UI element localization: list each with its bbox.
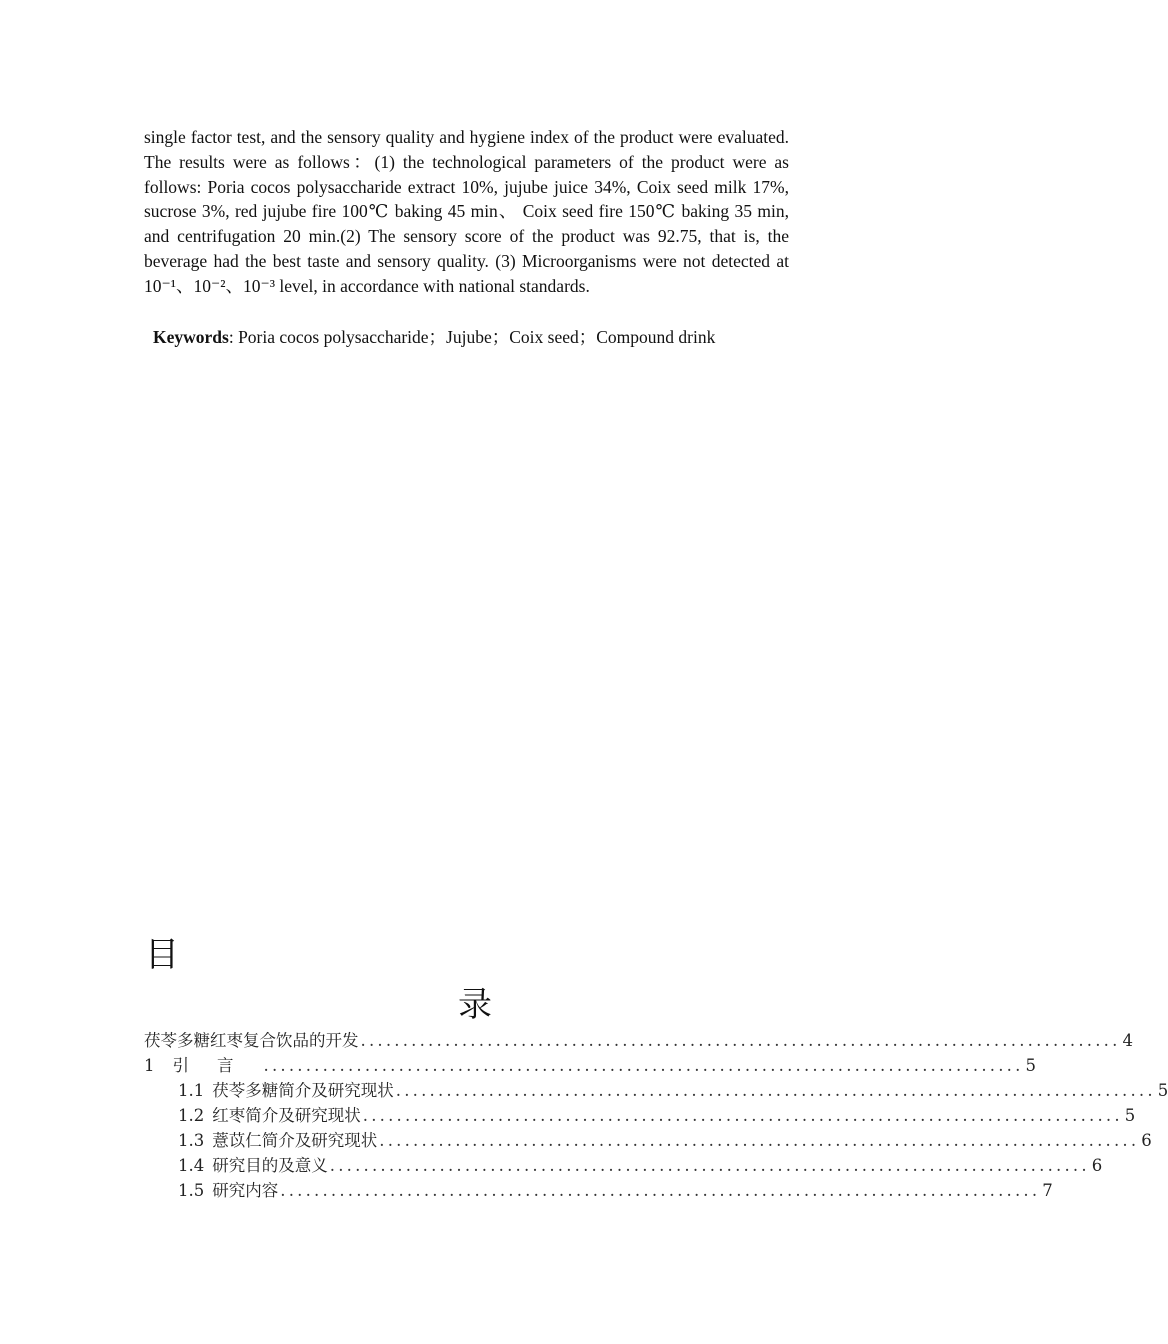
toc-page-number: 5: [1157, 1081, 1168, 1100]
toc-leader-dots: ..........................................................................................: [379, 1131, 1140, 1150]
toc-entry-1-5[interactable]: [144, 1178, 1053, 1203]
toc-page-number: 6: [1141, 1131, 1152, 1150]
toc-page-number: 5: [1124, 1106, 1136, 1125]
toc-entry-1[interactable]: [144, 1053, 1037, 1078]
toc-title-part2: 录: [458, 985, 492, 1025]
toc-title-part1: 目: [145, 935, 179, 975]
toc-entry-1-1[interactable]: [144, 1078, 1168, 1103]
toc-leader-dots: ..........................................................................................: [360, 1031, 1121, 1050]
toc-entry-title[interactable]: [144, 1028, 1134, 1053]
toc-entry-text: 研究内容: [212, 1181, 279, 1200]
toc-page-number: 6: [1091, 1156, 1103, 1175]
toc-entry-text: 茯苓多糖红枣复合饮品的开发: [144, 1031, 359, 1050]
toc-entry-text: 薏苡仁简介及研究现状: [212, 1131, 378, 1150]
toc-leader-dots: ..........................................................................................: [362, 1106, 1123, 1125]
abstract-paragraph: single factor test, and the sensory quality and hygiene index of the product were evaluated. The results were as follows：(1) the technological parameters of the product were as follows: Poria cocos polysaccharide extract 10%, jujube juice 34%, Coix seed milk 17%, sucrose 3%, red jujube fire 100℃ baking 45 min、 Coix seed fire 150℃ baking 35 min, and centrifugation 20 min.(2) The sensory score of the product was 92.75, that is, the beverage had the best taste and sensory quality. (3) Microorganisms were not detected at 10⁻¹、10⁻²、10⁻³ level, in accordance with national standards.: [144, 127, 789, 296]
toc-page-number: 4: [1122, 1031, 1134, 1050]
toc-entry-number: 1: [144, 1056, 155, 1075]
toc-entry-text: 茯苓多糖简介及研究现状: [212, 1081, 394, 1100]
toc-entry-number: 1.2: [178, 1106, 205, 1125]
toc-entry-number: 1.4: [178, 1156, 205, 1175]
toc-entry-1-2[interactable]: [144, 1103, 1136, 1128]
toc-leader-dots: ..........................................................................................: [280, 1181, 1041, 1200]
toc-entry-text: 研究目的及意义: [212, 1156, 328, 1175]
toc-leader-dots: ..........................................................................................: [263, 1056, 1024, 1075]
keywords-text: : Poria cocos polysaccharide；Jujube；Coix seed；Compound drink: [228, 327, 716, 347]
toc-leader-dots: ..........................................................................................: [329, 1156, 1090, 1175]
toc-entry-text: 引言: [172, 1056, 262, 1075]
toc-entry-1-3[interactable]: [144, 1128, 1152, 1153]
toc-page-number: 5: [1025, 1056, 1037, 1075]
abstract-body: [144, 125, 789, 299]
toc-leader-dots: ..........................................................................................: [395, 1081, 1156, 1100]
toc-entry-number: 1.5: [178, 1181, 205, 1200]
toc-entry-1-4[interactable]: [144, 1153, 1103, 1178]
toc-page-number: 7: [1042, 1181, 1053, 1200]
keywords-label: Keywords: [153, 327, 229, 347]
keywords-line: [153, 325, 813, 350]
toc-entry-text: 红枣简介及研究现状: [212, 1106, 361, 1125]
table-of-contents: [144, 1028, 1168, 1203]
toc-entry-number: 1.3: [178, 1131, 205, 1150]
toc-entry-number: 1.1: [178, 1081, 205, 1100]
